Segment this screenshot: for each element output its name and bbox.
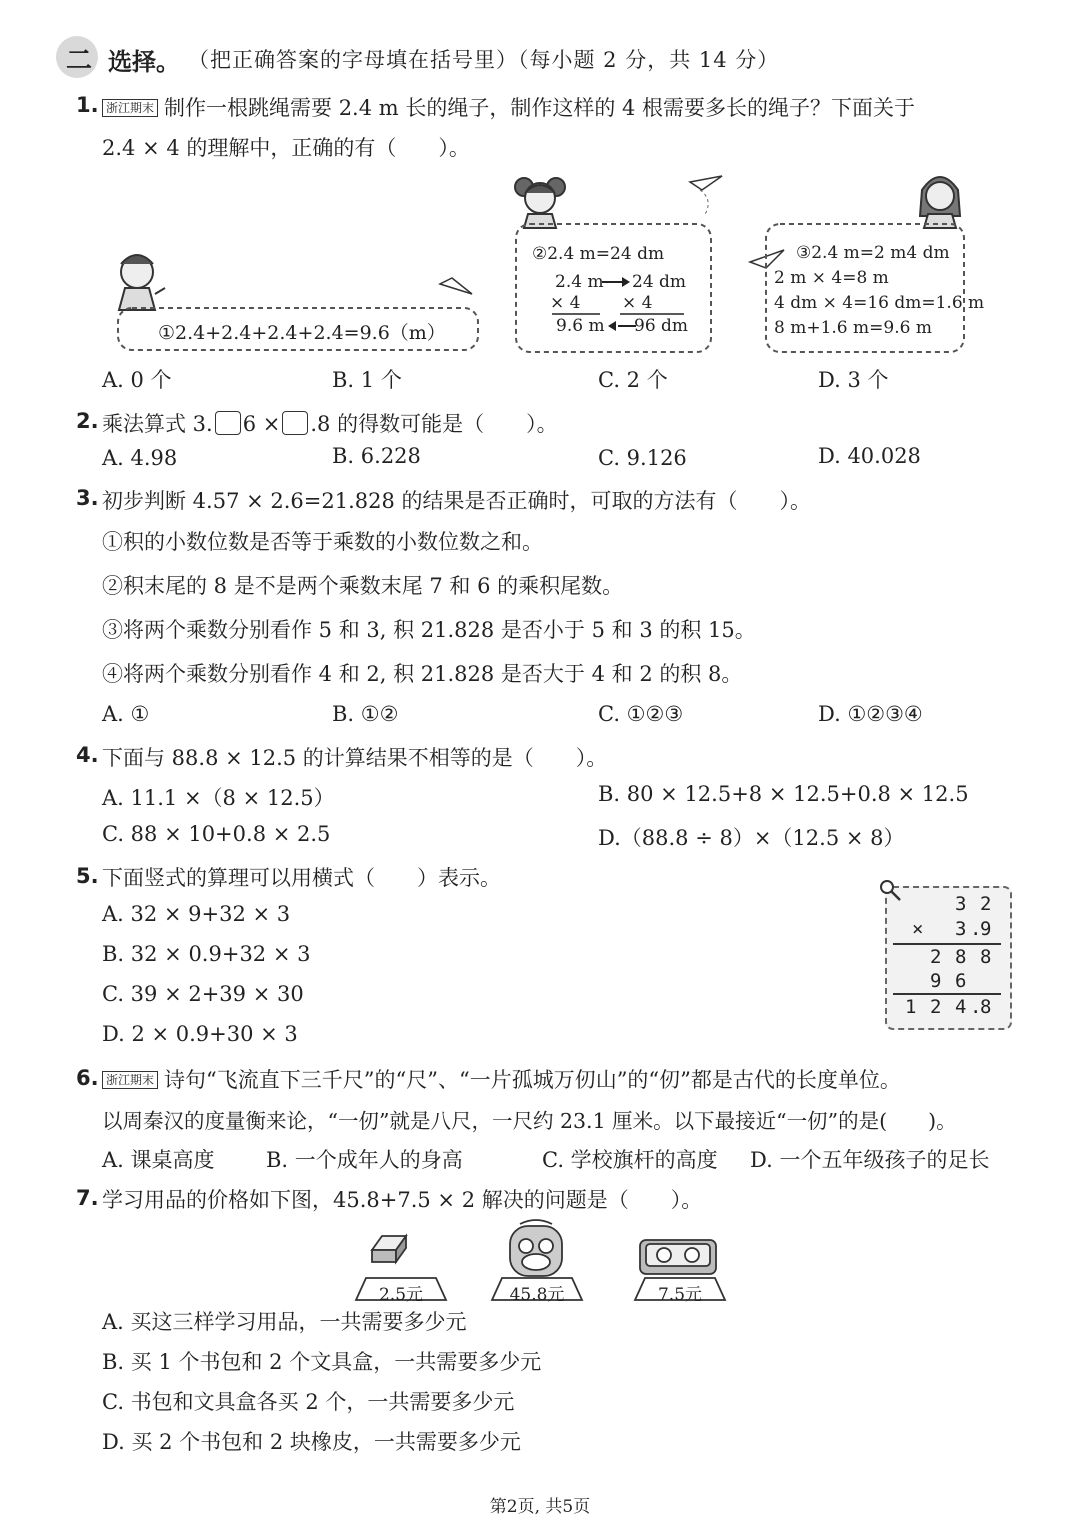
method-3-line3: 8 m+1.6 m=9.6 m [774,318,932,338]
option-a[interactable]: A. 0 个 [102,368,172,392]
digit: 2 [930,996,942,1018]
method-2-r1a: 2.4 m [555,272,604,292]
option-a[interactable]: A. 课桌高度 [102,1148,215,1172]
section-number: 二 [66,46,93,76]
digit: 8 [955,946,967,968]
option-c[interactable]: C. 学校旗杆的高度 [542,1148,718,1172]
question-2-mid: 6 × [242,412,281,436]
pencil-case-icon [640,1240,716,1274]
option-d[interactable]: D.（88.8 ÷ 8）×（12.5 × 8） [598,826,905,850]
question-number: 7. [76,1186,99,1210]
option-b[interactable]: B. ①② [332,702,399,726]
option-d[interactable]: D. 40.028 [818,444,921,468]
question-3-item: ④将两个乘数分别看作 4 和 2, 积 21.828 是否大于 4 和 2 的积 8。 [102,662,743,686]
question-number: 1. [76,93,99,117]
option-b[interactable]: B. 买 1 个书包和 2 个文具盒，一共需要多少元 [102,1350,542,1374]
blank-box[interactable] [215,411,241,435]
question-number: 5. [76,864,99,888]
digit: 2 [980,893,992,915]
question-3-item: ①积的小数位数是否等于乘数的小数位数之和。 [102,530,543,554]
question-number: 3. [76,486,99,510]
question-1-text: 制作一根跳绳需要 2.4 m 长的绳子，制作这样的 4 根需要多长的绳子？下面关于 [164,96,916,120]
method-3-line2: 4 dm × 4=16 dm=1.6 m [774,293,985,313]
option-c[interactable]: C. ①②③ [598,702,684,726]
method-3-line1: 2 m × 4=8 m [774,268,889,288]
option-b[interactable]: B. 一个成年人的身高 [266,1148,463,1172]
digit: . [970,996,982,1018]
question-2-post: .8 的得数可能是（ ）。 [310,412,558,436]
eraser-icon [372,1236,406,1262]
blank-box[interactable] [282,411,308,435]
question-7-stem: 学习用品的价格如下图，45.8+7.5 × 2 解决的问题是（ ）。 [102,1188,703,1212]
option-a[interactable]: A. ① [102,702,150,726]
method-2-r3b: 96 dm [634,316,689,336]
question-4-stem: 下面与 88.8 × 12.5 的计算结果不相等的是（ ）。 [102,746,608,770]
digit: 8 [980,996,992,1018]
section-title: 选择。 [108,48,180,76]
method-3-title: ③2.4 m=2 m4 dm [796,243,950,263]
option-a[interactable]: A. 11.1 ×（8 × 12.5） [102,786,335,810]
digit: 8 [980,946,992,968]
digit: 2 [930,946,942,968]
paper-plane-icon [440,176,784,294]
question-3-item: ②积末尾的 8 是不是两个乘数末尾 7 和 6 的乘积尾数。 [102,574,624,598]
question-6-line2: 以周秦汉的度量衡来论，“一仞”就是八尺，一尺约 23.1 厘米。以下最接近“一仞”的是( )。 [102,1109,957,1133]
option-b[interactable]: B. 6.228 [332,444,421,468]
digit: 4 [955,996,967,1018]
method-2-r3a: 9.6 m [556,316,605,336]
price-label: 45.8元 [509,1285,565,1305]
page-footer: 第2页, 共5页 [489,1497,591,1517]
question-1-line2: 2.4 × 4 的理解中，正确的有（ ）。 [102,136,470,160]
question-3-item: ③将两个乘数分别看作 5 和 3, 积 21.828 是否小于 5 和 3 的积 15。 [102,618,756,642]
digit: 3 [955,893,967,915]
option-a[interactable]: A. 32 × 9+32 × 3 [102,902,291,926]
method-1-text: ①2.4+2.4+2.4+2.4=9.6（m） [158,322,446,344]
option-d[interactable]: D. ①②③④ [818,702,923,726]
question-2-stem [102,408,558,438]
source-tag: 浙江期末 [102,99,158,117]
method-2-r2a: × 4 [550,293,581,313]
question-3-stem: 初步判断 4.57 × 2.6=21.828 的结果是否正确时，可取的方法有（ ）。 [102,489,812,513]
digit: × [912,918,924,940]
option-d[interactable]: D. 买 2 个书包和 2 块橡皮，一共需要多少元 [102,1430,521,1454]
method-2-title: ②2.4 m=24 dm [532,244,665,264]
price-label: 2.5元 [378,1285,424,1305]
section-instruction: （把正确答案的字母填在括号里）（每小题 2 分，共 14 分） [188,48,780,72]
option-d[interactable]: D. 2 × 0.9+30 × 3 [102,1022,298,1046]
option-c[interactable]: C. 88 × 10+0.8 × 2.5 [102,822,331,846]
question-number: 6. [76,1066,99,1090]
option-c[interactable]: C. 书包和文具盒各买 2 个，一共需要多少元 [102,1390,515,1414]
digit: 9 [930,970,942,992]
digit: 1 [905,996,917,1018]
question-6-line1 [102,1064,901,1094]
option-a[interactable]: A. 4.98 [102,446,178,470]
digit: 6 [955,970,967,992]
option-b[interactable]: B. 80 × 12.5+8 × 12.5+0.8 × 12.5 [598,782,969,806]
option-a[interactable]: A. 买这三样学习用品，一共需要多少元 [102,1310,467,1334]
option-d[interactable]: D. 3 个 [818,368,889,392]
option-d[interactable]: D. 一个五年级孩子的足长 [750,1148,990,1172]
question-2-pre: 乘法算式 3. [102,412,213,436]
option-c[interactable]: C. 2 个 [598,368,668,392]
question-number: 4. [76,743,99,767]
digit: 9 [980,918,992,940]
question-6-text: 诗句“飞流直下三千尺”的“尺”、“一片孤城万仞山”的“仞”都是古代的长度单位。 [164,1068,901,1092]
magnifier-icon [876,876,906,906]
girl-icon [515,178,565,228]
line-rule [893,993,1001,995]
source-tag: 浙江期末 [102,1071,158,1089]
option-c[interactable]: C. 9.126 [598,446,687,470]
method-2-r1b: 24 dm [632,272,687,292]
method-2-r2b: × 4 [622,293,653,313]
backpack-icon [510,1220,562,1276]
digit: 3 [955,918,967,940]
question-5-stem: 下面竖式的算理可以用横式（ ）表示。 [102,866,501,890]
girl-icon [920,177,960,228]
option-b[interactable]: B. 32 × 0.9+32 × 3 [102,942,311,966]
line-rule [893,943,1001,945]
question-number: 2. [76,409,99,433]
boy-icon [119,255,165,310]
price-label: 7.5元 [657,1285,703,1305]
question-1-line1 [102,92,915,122]
option-b[interactable]: B. 1 个 [332,368,402,392]
option-c[interactable]: C. 39 × 2+39 × 30 [102,982,304,1006]
digit: . [970,918,982,940]
